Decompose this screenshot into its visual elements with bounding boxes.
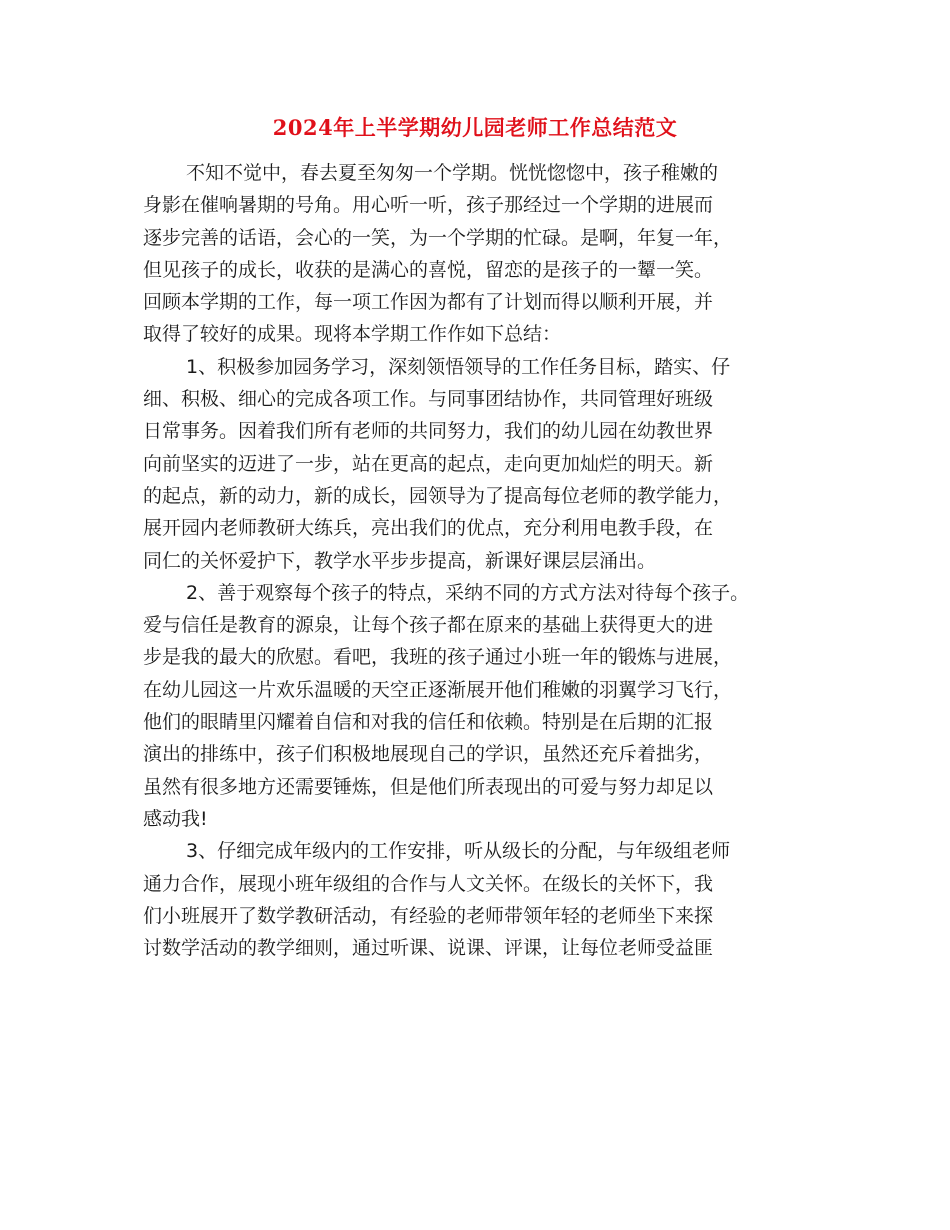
document-body <box>143 157 803 964</box>
text-line: 向前坚实的迈进了一步，站在更高的起点，走向更加灿烂的明天。新 <box>143 452 714 475</box>
text-line: 演出的排练中，孩子们积极地展现自己的学识，虽然还充斥着拙劣， <box>143 743 714 766</box>
text-line: 2、善于观察每个孩子的特点，采纳不同的方式方法对待每个孩子。 <box>186 581 750 604</box>
text-line: 的起点，新的动力，新的成长，园领导为了提高每位老师的教学能力， <box>143 484 733 507</box>
text-line: 讨数学活动的教学细则，通过听课、说课、评课，让每位老师受益匪 <box>143 937 714 960</box>
text-line: 爱与信任是教育的源泉，让每个孩子都在原来的基础上获得更大的进 <box>143 614 714 637</box>
text-line: 细、积极、细心的完成各项工作。与同事团结协作，共同管理好班级 <box>143 388 714 411</box>
text-line: 感动我! <box>143 807 208 830</box>
text-line: 通力合作，展现小班年级组的合作与人文关怀。在级长的关怀下，我 <box>143 872 714 895</box>
text-line: 回顾本学期的工作，每一项工作因为都有了计划而得以顺利开展，并 <box>143 291 714 314</box>
text-line: 但见孩子的成长，收获的是满心的喜悦，留恋的是孩子的一颦一笑。 <box>143 258 714 281</box>
text-line: 身影在催响暑期的号角。用心听一听，孩子那经过一个学期的进展而 <box>143 194 714 217</box>
text-line: 日常事务。因着我们所有老师的共同努力，我们的幼儿园在幼教世界 <box>143 420 714 443</box>
text-line: 逐步完善的话语，会心的一笑，为一个学期的忙碌。是啊，年复一年， <box>143 226 733 249</box>
text-line: 在幼儿园这一片欢乐温暖的天空正逐渐展开他们稚嫩的羽翼学习飞行， <box>143 678 733 701</box>
text-line: 同仁的关怀爱护下，教学水平步步提高，新课好课层层涌出。 <box>143 549 657 572</box>
text-line: 不知不觉中，春去夏至匆匆一个学期。恍恍惚惚中，孩子稚嫩的 <box>186 162 719 184</box>
text-line: 1、积极参加园务学习，深刻领悟领导的工作任务目标，踏实、仔 <box>186 355 731 378</box>
text-line: 步是我的最大的欣慰。看吧，我班的孩子通过小班一年的锻炼与进展， <box>143 646 733 669</box>
text-line: 们小班展开了数学教研活动，有经验的老师带领年轻的老师坐下来探 <box>143 904 714 927</box>
text-line: 虽然有很多地方还需要锤炼，但是他们所表现出的可爱与努力却足以 <box>143 775 714 798</box>
document-title: 2024年上半学期幼儿园老师工作总结范文 <box>272 115 678 140</box>
text-line: 他们的眼睛里闪耀着自信和对我的信任和依赖。特别是在后期的汇报 <box>143 711 714 734</box>
text-line: 取得了较好的成果。现将本学期工作作如下总结： <box>143 323 562 346</box>
text-line: 展开园内老师教研大练兵，亮出我们的优点，充分利用电教手段，在 <box>143 517 714 540</box>
text-line: 3、仔细完成年级内的工作安排，听从级长的分配，与年级组老师 <box>186 840 731 863</box>
